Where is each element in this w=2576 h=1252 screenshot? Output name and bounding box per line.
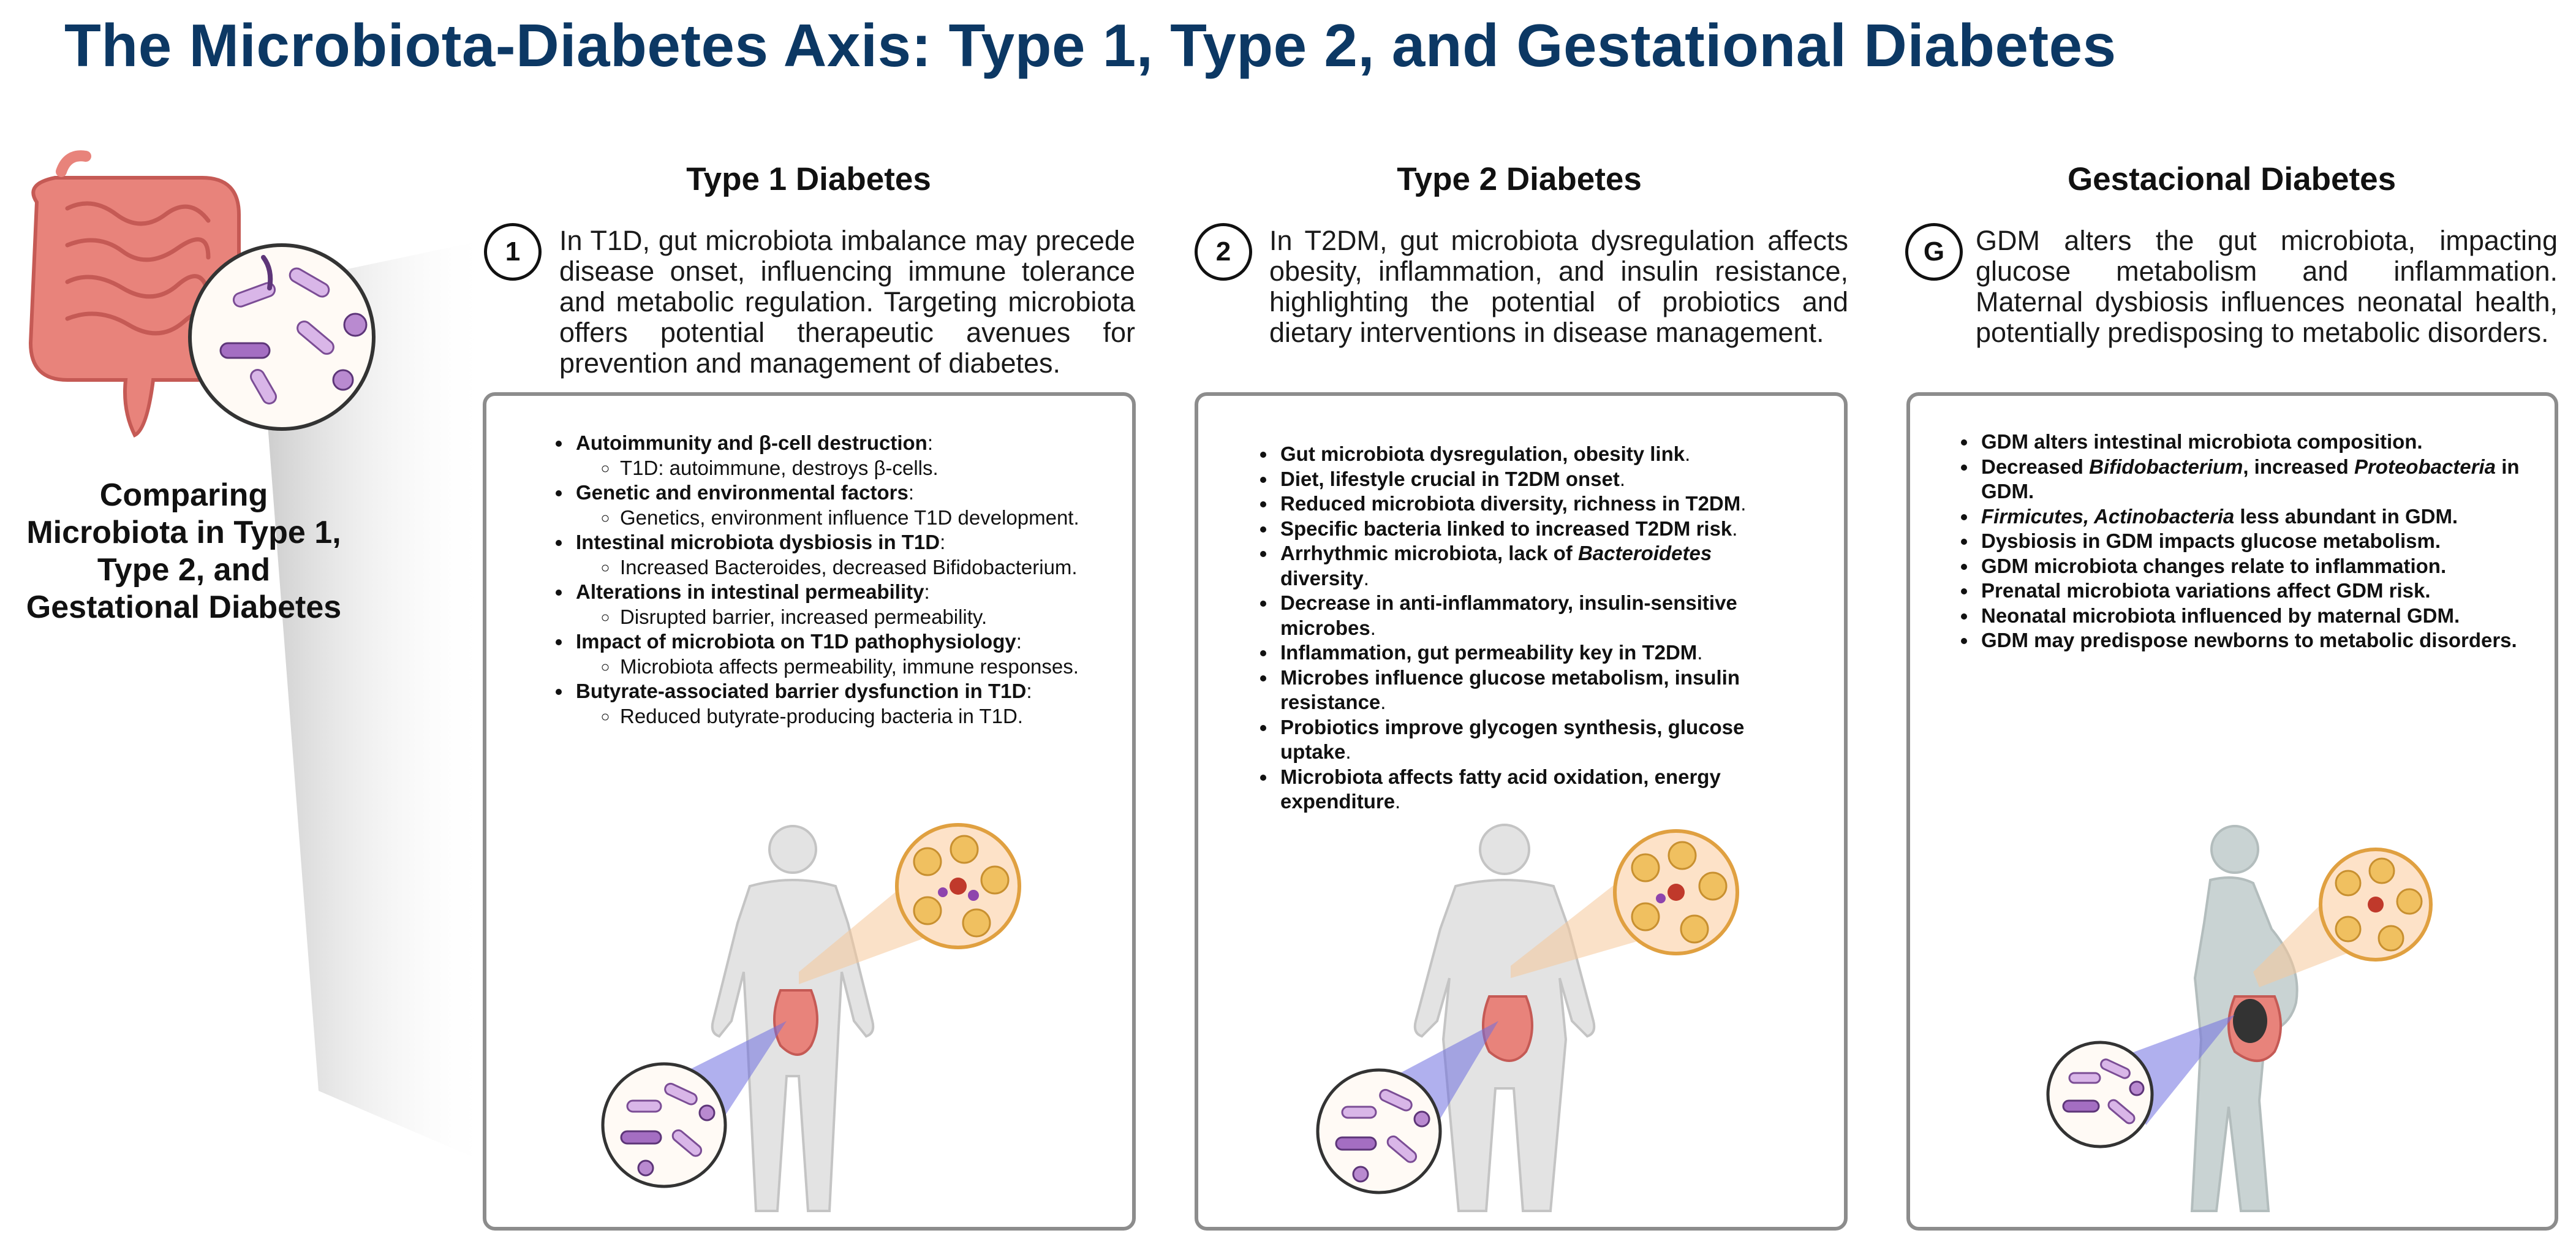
side-caption: Comparing Microbiota in Type 1, Type 2, and Gestational Diabetes (26, 477, 342, 625)
list-item: • Gut microbiota dysregulation, obesity link. (1277, 442, 1804, 467)
body-illustration-type1 (597, 819, 1038, 1223)
adipose-tissue-icon (2321, 849, 2431, 960)
list-item: • Inflammation, gut permeability key in T2DM. (1277, 640, 1804, 666)
sub-item: ◦ Microbiota affects permeability, immune responses. (619, 654, 1099, 680)
badge-gestational: G (1905, 223, 1963, 281)
list-item: • GDM may predispose newborns to metabolic disorders. (1977, 628, 2547, 653)
list-item: • Decrease in anti-inflammatory, insulin-sensitive microbes. (1277, 591, 1804, 640)
list-item: • Butyrate-associated barrier dysfunction in T1D: ◦ Reduced butyrate-producing bacteria in T1D. (572, 679, 1099, 729)
list-item: • Decreased Bifidobacterium, increased Proteobacteria in GDM. (1977, 455, 2547, 504)
intro-gestational: GDM alters the gut microbiota, impacting glucose metabolism and inflammation. Maternal dysbiosis influences neonatal health, potentially predisposing to metabolic disorders. (1976, 225, 2558, 348)
left-illustration (0, 147, 490, 1250)
bullet-list-type2 (1252, 442, 1804, 814)
sub-item: ◦ Increased Bacteroides, decreased Bifidobacterium. (619, 555, 1099, 580)
bullet-list-type1 (548, 431, 1099, 729)
panel-type1 (483, 392, 1136, 1231)
bacteria-magnifier-icon (190, 245, 374, 429)
body-illustration-gestational (2033, 819, 2461, 1223)
list-item: • Dysbiosis in GDM impacts glucose metabolism. (1977, 529, 2547, 554)
list-item: • Neonatal microbiota influenced by maternal GDM. (1977, 604, 2547, 629)
list-item: • Reduced microbiota diversity, richness in T2DM. (1277, 491, 1804, 517)
adipose-tissue-icon (897, 825, 1019, 947)
body-illustration-type2 (1309, 819, 1750, 1223)
panel-type2 (1195, 392, 1848, 1231)
list-item: • Alterations in intestinal permeability: ◦ Disrupted barrier, increased permeability. (572, 580, 1099, 629)
list-item: • Microbes influence glucose metabolism, insulin resistance. (1277, 666, 1804, 715)
intestine-icon (774, 990, 817, 1055)
sub-item: ◦ Genetics, environment influence T1D development. (619, 506, 1099, 531)
list-item: • Probiotics improve glycogen synthesis, glucose uptake. (1277, 715, 1804, 765)
list-item: • Microbiota affects fatty acid oxidation, energy expenditure. (1277, 765, 1804, 814)
list-item: • Firmicutes, Actinobacteria less abundant in GDM. (1977, 504, 2547, 529)
list-item: • Specific bacteria linked to increased T2DM risk. (1277, 517, 1804, 542)
bacteria-magnifier-icon (603, 1064, 725, 1186)
page-title: The Microbiota-Diabetes Axis: Type 1, Type 2, and Gestational Diabetes (64, 12, 2117, 79)
bacteria-magnifier-icon (1318, 1070, 1440, 1193)
list-item: • GDM alters intestinal microbiota composition. (1977, 430, 2547, 455)
fetus-icon (2233, 999, 2267, 1043)
sub-item: ◦ Reduced butyrate-producing bacteria in T1D. (619, 704, 1099, 729)
adipose-tissue-icon (1615, 831, 1737, 954)
list-item: • Intestinal microbiota dysbiosis in T1D: ◦ Increased Bacteroides, decreased Bifidobacterium. (572, 530, 1099, 580)
heading-gestational: Gestacional Diabetes (2067, 161, 2397, 197)
intro-type2: In T2DM, gut microbiota dysregulation affects obesity, inflammation, and insulin resistance, highlighting the potential of probiotics and dietary interventions in disease management. (1269, 225, 1848, 348)
list-item: • GDM microbiota changes relate to inflammation. (1977, 554, 2547, 579)
sub-item: ◦ Disrupted barrier, increased permeability. (619, 605, 1099, 630)
badge-type1: 1 (484, 223, 542, 281)
list-item: • Diet, lifestyle crucial in T2DM onset. (1277, 467, 1804, 492)
bacteria-magnifier-icon (2048, 1042, 2152, 1147)
sub-item: ◦ T1D: autoimmune, destroys β-cells. (619, 456, 1099, 481)
badge-type2: 2 (1195, 223, 1252, 281)
list-item: • Arrhythmic microbiota, lack of Bacteroidetes diversity. (1277, 541, 1804, 591)
heading-type1: Type 1 Diabetes (686, 161, 931, 197)
list-item: • Impact of microbiota on T1D pathophysiology: ◦ Microbiota affects permeability, immune responses. (572, 629, 1099, 679)
list-item: • Autoimmunity and β-cell destruction: ◦ T1D: autoimmune, destroys β-cells. (572, 431, 1099, 480)
heading-type2: Type 2 Diabetes (1397, 161, 1642, 197)
list-item: • Genetic and environmental factors: ◦ Genetics, environment influence T1D development. (572, 480, 1099, 530)
intro-type1: In T1D, gut microbiota imbalance may precede disease onset, influencing immune tolerance and metabolic regulation. Targeting microbiota offers potential therapeutic avenues for prevention and management of diabetes. (559, 225, 1135, 379)
bullet-list-gestational (1953, 430, 2547, 653)
list-item: • Prenatal microbiota variations affect GDM risk. (1977, 579, 2547, 604)
panel-gestational (1906, 392, 2558, 1231)
